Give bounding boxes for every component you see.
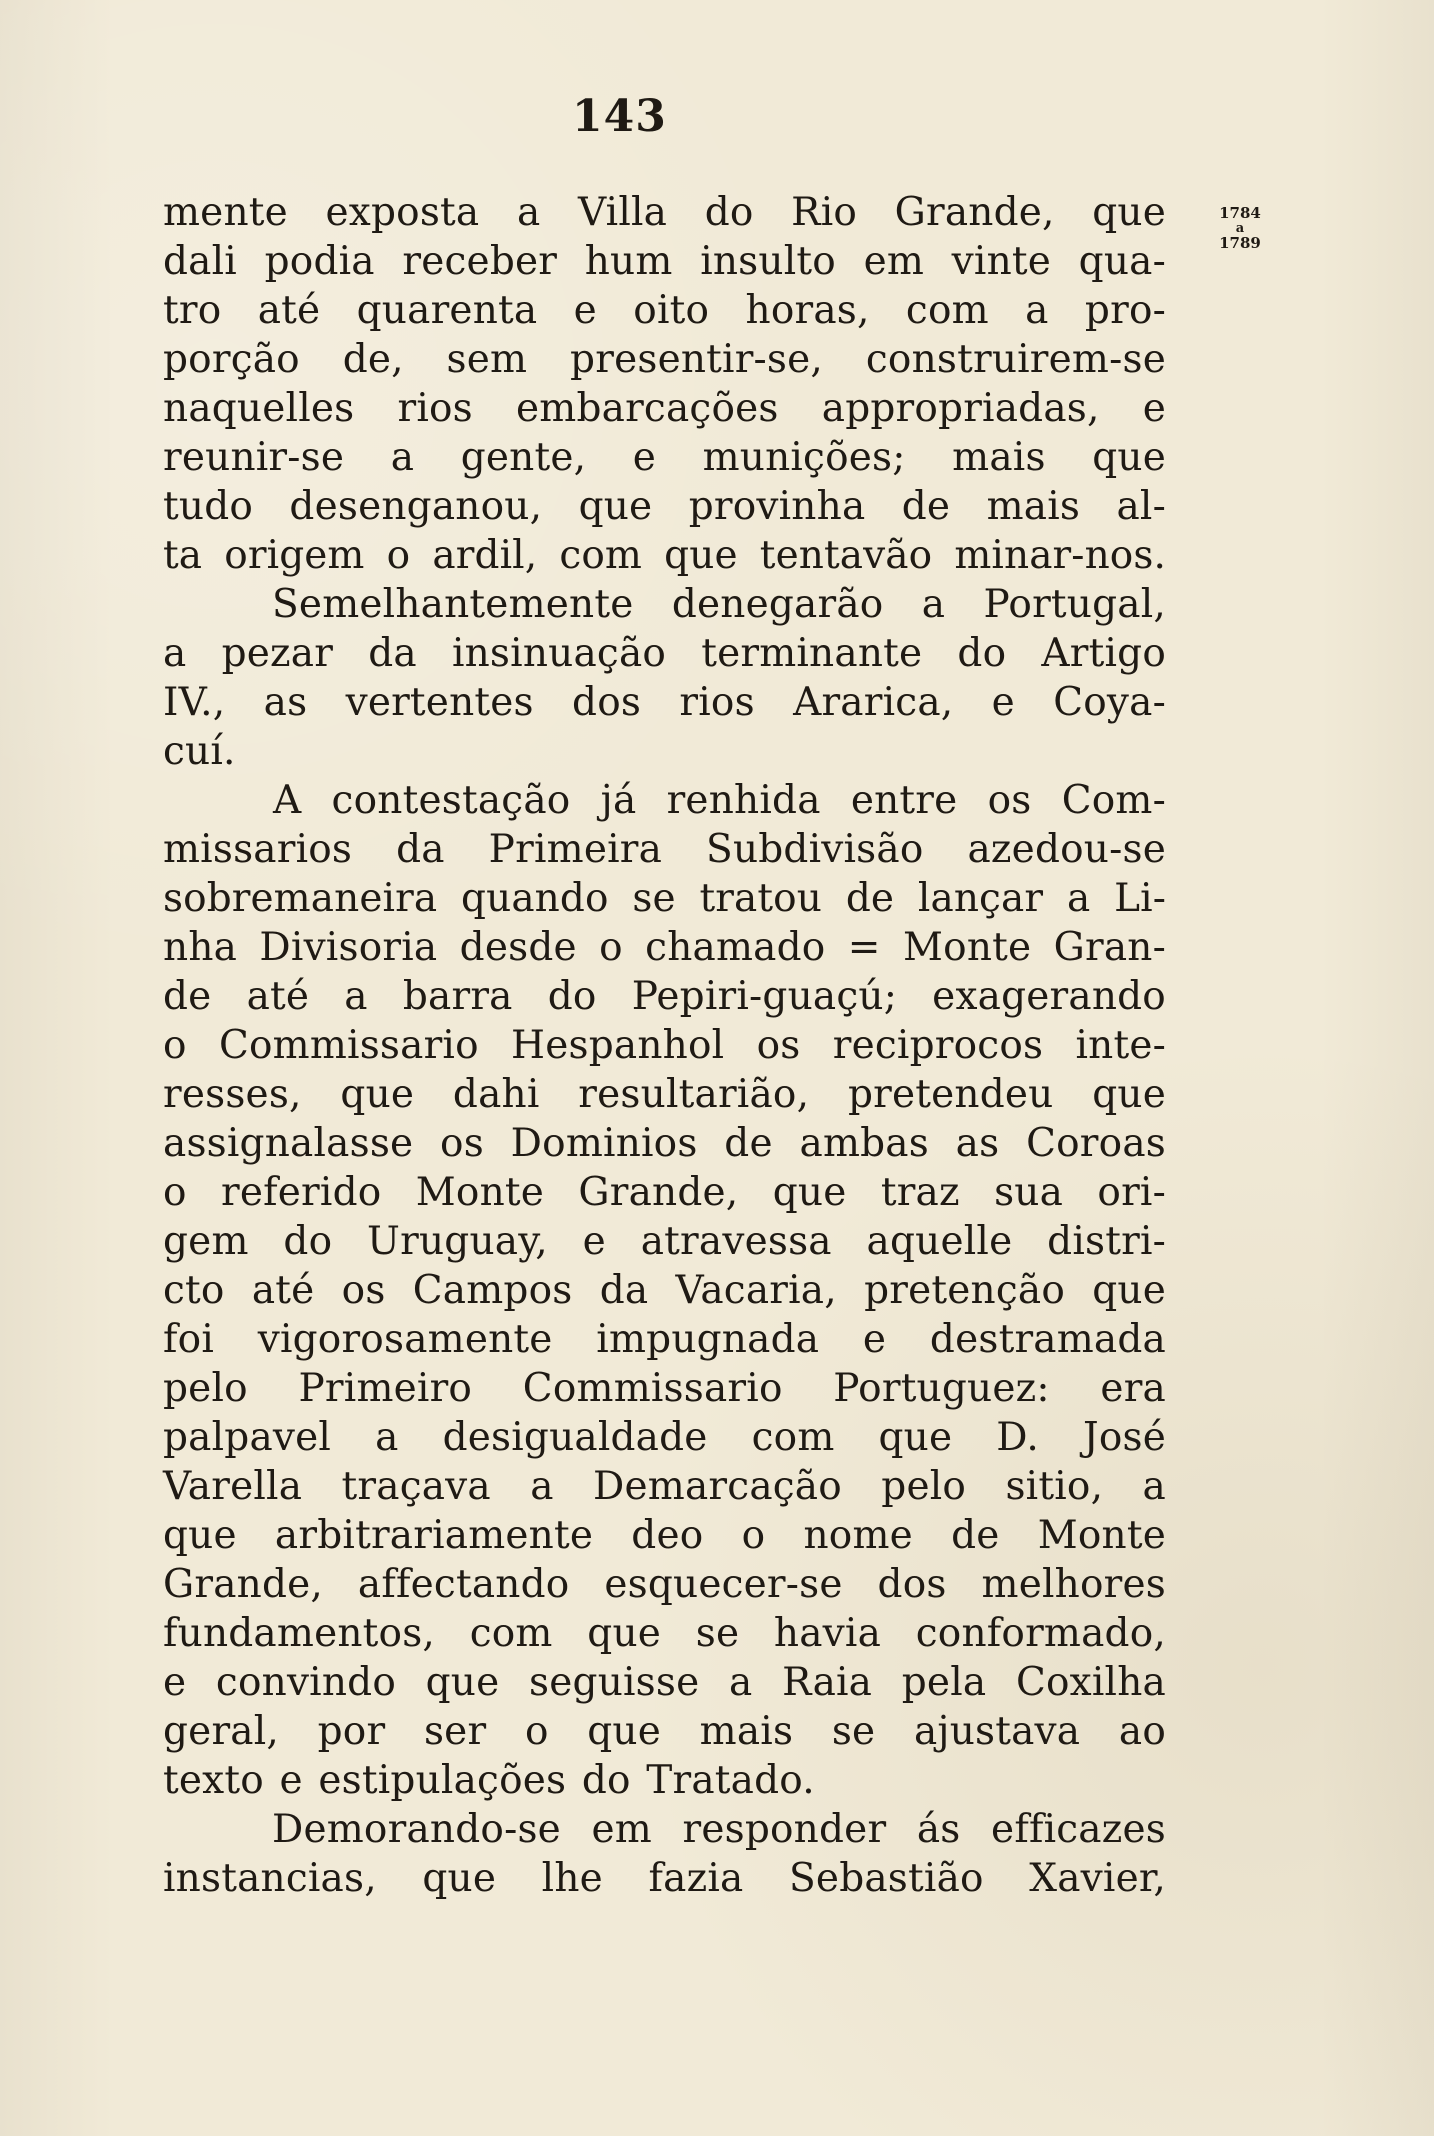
- text-line-4: porção de, sem presentir-se, construirem-se: [163, 337, 1166, 382]
- text-line-17: de até a barra do Pepiri-guaçú; exagerando: [163, 974, 1166, 1019]
- text-line-20: assignalasse os Dominios de ambas as Coroas: [163, 1121, 1166, 1166]
- text-line-29: Grande, affectando esquecer-se dos melhores: [163, 1562, 1166, 1607]
- text-line-8: ta origem o ardil, com que tentavão minar-nos.: [163, 533, 1166, 578]
- text-line-32: geral, por ser o que mais se ajustava ao: [163, 1709, 1166, 1754]
- text-line-5: naquelles rios embarcações appropriadas, e: [163, 386, 1166, 431]
- text-line-33: texto e estipulações do Tratado.: [163, 1758, 815, 1803]
- text-line-3: tro até quarenta e oito horas, com a pro-: [163, 288, 1166, 333]
- text-line-21: o referido Monte Grande, que traz sua ori-: [163, 1170, 1166, 1215]
- margin-date-end: 1789: [1219, 234, 1261, 253]
- text-line-12: cuí.: [163, 729, 236, 774]
- text-line-34: Demorando-se em responder ás efficazes: [272, 1807, 1166, 1852]
- margin-date-start: 1784: [1219, 204, 1261, 222]
- text-line-25: pelo Primeiro Commissario Portuguez: era: [163, 1366, 1166, 1411]
- text-line-18: o Commissario Hespanhol os reciprocos inte-: [163, 1023, 1166, 1068]
- text-line-15: sobremaneira quando se tratou de lançar a Li-: [163, 876, 1166, 921]
- text-line-19: resses, que dahi resultarião, pretendeu que: [163, 1072, 1166, 1117]
- page-number: 143: [572, 91, 667, 142]
- text-line-10: a pezar da insinuação terminante do Artigo: [163, 631, 1166, 676]
- text-line-1: mente exposta a Villa do Rio Grande, que: [163, 190, 1166, 235]
- text-line-35: instancias, que lhe fazia Sebastião Xavier,: [163, 1856, 1166, 1901]
- text-line-14: missarios da Primeira Subdivisão azedou-se: [163, 827, 1166, 872]
- text-line-22: gem do Uruguay, e atravessa aquelle distri-: [163, 1219, 1166, 1264]
- text-line-23: cto até os Campos da Vacaria, pretenção que: [163, 1268, 1166, 1313]
- text-line-13: A contestação já renhida entre os Com-: [273, 778, 1166, 823]
- text-line-30: fundamentos, com que se havia conformado,: [163, 1611, 1166, 1656]
- margin-date-separator: a: [1235, 221, 1245, 237]
- text-line-28: que arbitrariamente deo o nome de Monte: [163, 1513, 1166, 1558]
- text-line-9: Semelhantemente denegarão a Portugal,: [272, 582, 1166, 627]
- margin-date-range: [1212, 205, 1268, 253]
- text-line-26: palpavel a desigualdade com que D. José: [163, 1415, 1166, 1460]
- text-line-6: reunir-se a gente, e munições; mais que: [163, 435, 1166, 480]
- body-text: [163, 188, 1166, 1903]
- text-line-7: tudo desenganou, que provinha de mais al-: [163, 484, 1166, 529]
- text-line-31: e convindo que seguisse a Raia pela Coxilha: [163, 1660, 1166, 1705]
- text-line-2: dali podia receber hum insulto em vinte qua-: [163, 239, 1166, 284]
- text-line-11: IV., as vertentes dos rios Ararica, e Coya-: [163, 680, 1166, 725]
- text-line-24: foi vigorosamente impugnada e destramada: [163, 1317, 1166, 1362]
- text-line-16: nha Divisoria desde o chamado = Monte Gran-: [163, 925, 1166, 970]
- text-line-27: Varella traçava a Demarcação pelo sitio, a: [163, 1464, 1166, 1509]
